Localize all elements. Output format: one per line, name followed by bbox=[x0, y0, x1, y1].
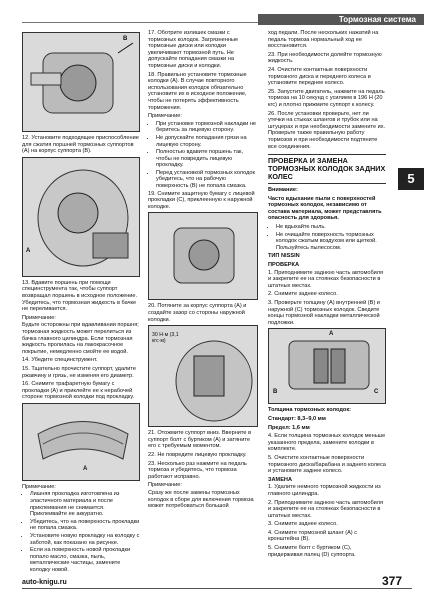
check-label: ПРОВЕРКА bbox=[268, 262, 299, 269]
list-item: • Не вдыхайте пыль. bbox=[276, 224, 386, 231]
step-14: 14. Убедите специнструмент. bbox=[22, 357, 98, 364]
replace-step: 4. Снимите тормозной шланг (А) с кронштейна (В). bbox=[268, 529, 358, 543]
figure-pad-thickness bbox=[268, 328, 386, 404]
note-text: Будьте осторожны при вдавливании поршня; тормозная жидкость может перелиться из бачка главного цилиндра. Если тормозная жидкость пролилась на лакокрасочное покрытие, немедленно смойте ее водой. bbox=[22, 322, 139, 355]
step-21: 21. Отожмите суппорт вниз. Вверните в суппорт болт с буртиком (А) и затяните его с требуемым моментом. bbox=[148, 430, 252, 450]
warning-list bbox=[268, 224, 386, 251]
fig-label-b: B bbox=[273, 389, 278, 396]
footer-rule bbox=[22, 588, 412, 589]
replace-step: 2. Приподнимите заднюю часть автомобиля и закрепите ее на стоянках безопасности в штатных местах. bbox=[268, 499, 384, 519]
check-step: 5. Очистите контактные поверхности тормозного диска/барабана и заднего колеса и установите заднее колесо. bbox=[268, 454, 386, 475]
note2-list bbox=[22, 491, 140, 573]
fig-label-a: A bbox=[329, 331, 334, 338]
note2-text: Сразу же после замены тормозных колодок в сборе для включения тормоза может потребоваться большой bbox=[148, 489, 254, 510]
warning-label: Внимание: bbox=[268, 187, 298, 194]
step-17: 17. Оботрите излишек смазки с тормозных колодок. Загрязненные тормозные диски или колодки увеличивают тормозной путь. Не допускайте попадания смазки на тормозные диски и колодки. bbox=[148, 30, 239, 69]
caliper-illustration bbox=[23, 33, 140, 131]
piston-illustration bbox=[23, 158, 140, 276]
note2-label: Примечание: bbox=[148, 482, 182, 489]
figure-pad-shim bbox=[22, 403, 140, 481]
replace-step: 3. Снимите заднее колесо. bbox=[268, 521, 338, 528]
pad-illustration bbox=[23, 404, 140, 480]
section-heading: ПРОВЕРКА И ЗАМЕНА ТОРМОЗНЫХ КОЛОДОК ЗАДНИХ КОЛЕС bbox=[268, 154, 386, 184]
page-number: 377 bbox=[381, 574, 402, 588]
step-23: 23. При необходимости долейте тормозную жидкость. bbox=[268, 51, 382, 65]
chapter-tab: 5 bbox=[398, 168, 424, 190]
fig-label-a: A bbox=[26, 247, 31, 254]
warning-text: Часто вдыхание пыли с поверхностей тормозных колодок, независимо от состава материала, может представлять опасность для здоровья. bbox=[268, 195, 382, 222]
limit-value: Предел: 1,6 мм bbox=[268, 424, 310, 431]
thickness-label: Толщина тормозных колодок: bbox=[268, 407, 351, 414]
note-label: Примечание: bbox=[22, 314, 56, 321]
replace-step: 1. Удалите немного тормозной жидкости из главного цилиндра. bbox=[268, 484, 381, 497]
fig-label-a2: A bbox=[83, 465, 88, 472]
list-item: • Лишняя прокладка изготовлена из эластичного материала и после приклеивания не снимается. Приклеивайте ее аккуратно. bbox=[30, 491, 140, 517]
step-18: 18. Правильно установите тормозные колодки (А). В случае повторного использования колодок обязательно установите их в исходное положение, чтобы не потерять эффективность торможения. bbox=[148, 71, 247, 111]
step-13: 13. Вдавите поршень при помощи специнструмента так, чтобы суппорт возвращал поршень в исходное положение. Убедитесь, что тормозная жидкость в бачке не переливается. bbox=[22, 279, 138, 313]
step-23: 23. Несколько раз нажмите на педаль тормоза и убедитесь, что тормоза работают исправно. bbox=[148, 460, 247, 480]
continuation-text: ход педали. После нескольких нажатий на педаль тормоза нормальный ход ее восстановится. bbox=[268, 30, 379, 50]
check-step: 4. Если толщина тормозных колодок меньше указанного предела, замените колодки в комплекте. bbox=[268, 433, 386, 453]
column-2 bbox=[148, 30, 258, 512]
check-step: 3. Проверьте толщину (А) внутренней (В) и наружной (С) тормозных колодок. Сведите концы тормозной накладки металлической подложки. bbox=[268, 300, 380, 326]
step-22: 22. Не повредите лицевую прокладку. bbox=[148, 452, 247, 458]
column-3 bbox=[268, 30, 386, 560]
shim-illustration bbox=[149, 213, 258, 299]
footer-url: auto-knigu.ru bbox=[22, 579, 67, 586]
list-item: • Убедитесь, что на поверхность прокладки не попала смазка. bbox=[30, 519, 140, 532]
step-26: 26. После установки проверьте, нет ли утечки на стыках шлангов и трубок или на штуцерах и при необходимости замените их. Проверьте также правильную работу тормозов и при необходимости подтяните все соединения. bbox=[268, 110, 386, 150]
header-rule bbox=[22, 22, 258, 23]
note-list bbox=[148, 121, 258, 190]
check-step: 1. Приподнимите заднюю часть автомобиля и закрепите ее на стоянках безопасности в штатных местах. bbox=[268, 269, 384, 289]
step-19: 19. Снимите защитную бумагу с лицевой прокладки (С), приклеенную к наружной колодке. bbox=[148, 190, 255, 210]
list-item: • Не допускайте попадания грязи на лицевую сторону. bbox=[156, 135, 258, 148]
list-item: • Установите новую прокладку на колодку с заботой, как показано на рисунке. bbox=[30, 533, 140, 546]
replace-label: ЗАМЕНА bbox=[268, 476, 293, 483]
thickness-illustration bbox=[269, 329, 386, 403]
list-item: • Не очищайте поверхность тормозных колодок сжатым воздухом или щеткой. Пользуйтесь пылесосом. bbox=[276, 232, 386, 252]
note-label: Примечание: bbox=[148, 113, 182, 120]
figure-caliper-bracket bbox=[22, 32, 140, 132]
fig-label-b: B bbox=[123, 36, 128, 42]
figure-flange-bolt bbox=[148, 325, 258, 427]
step-20: 20. Потяните за корпус суппорта (А) и создайте зазор со стороны наружной колодки. bbox=[148, 303, 247, 323]
figure-shim-paper bbox=[148, 212, 258, 300]
step-12: 12. Установите подходящее приспособление для сжатия поршней тормозных суппортов (А) на корпус суппорта (В). bbox=[22, 135, 139, 155]
list-item: • Полностью вдавите поршень так, чтобы не повредить лицевую прокладку. bbox=[156, 149, 258, 169]
type-label: ТИП NISSIN bbox=[268, 253, 300, 260]
page-header bbox=[0, 0, 424, 26]
torque-label: 30 Н·м (3,1 кгс·м) bbox=[152, 332, 179, 345]
figure-piston-compress bbox=[22, 157, 140, 277]
column-1 bbox=[22, 30, 140, 575]
section-title: Тормозная система bbox=[338, 15, 416, 24]
step-16: 16. Снимите трафаретную бумагу с прокладки (А) и приклейте ее к нерабочей стороне тормозной колодки под прокладку. bbox=[22, 381, 135, 401]
list-item: • Перед установкой тормозных колодок убедитесь, что на рабочую поверхность (В) не попала смазка. bbox=[156, 170, 258, 190]
step-25: 25. Запустите двигатель, нажмите на педаль тормоза на 10 секунд с усилием в 196 Н (20 кгс) и плотно прижмите суппорт к колесу. bbox=[268, 88, 385, 108]
fig-label-c: C bbox=[374, 389, 379, 396]
list-item: • При установке тормозной накладки не беритесь за лицевую сторону. bbox=[156, 121, 258, 134]
list-item: • Если на поверхность новой прокладки попало масло, смазка, пыль, металлические частицы, замените колодку новой. bbox=[30, 547, 140, 573]
check-step: 2. Снимите заднее колесо. bbox=[268, 291, 338, 298]
note2-label: Примечание: bbox=[22, 483, 56, 490]
standard-value: Стандарт: 8,3–9,0 мм bbox=[268, 415, 326, 422]
step-24: 24. Очистите контактные поверхности тормозного диска и переднего колеса и установите переднее колесо. bbox=[268, 66, 371, 87]
step-15: 15. Тщательно прочистите суппорт, удалите ржавчину и грязь, не изменяя его диаметр. bbox=[22, 365, 137, 379]
replace-step: 5. Снимите болт с буртиком (С), придерживая палец (D) суппорта. bbox=[268, 545, 356, 558]
